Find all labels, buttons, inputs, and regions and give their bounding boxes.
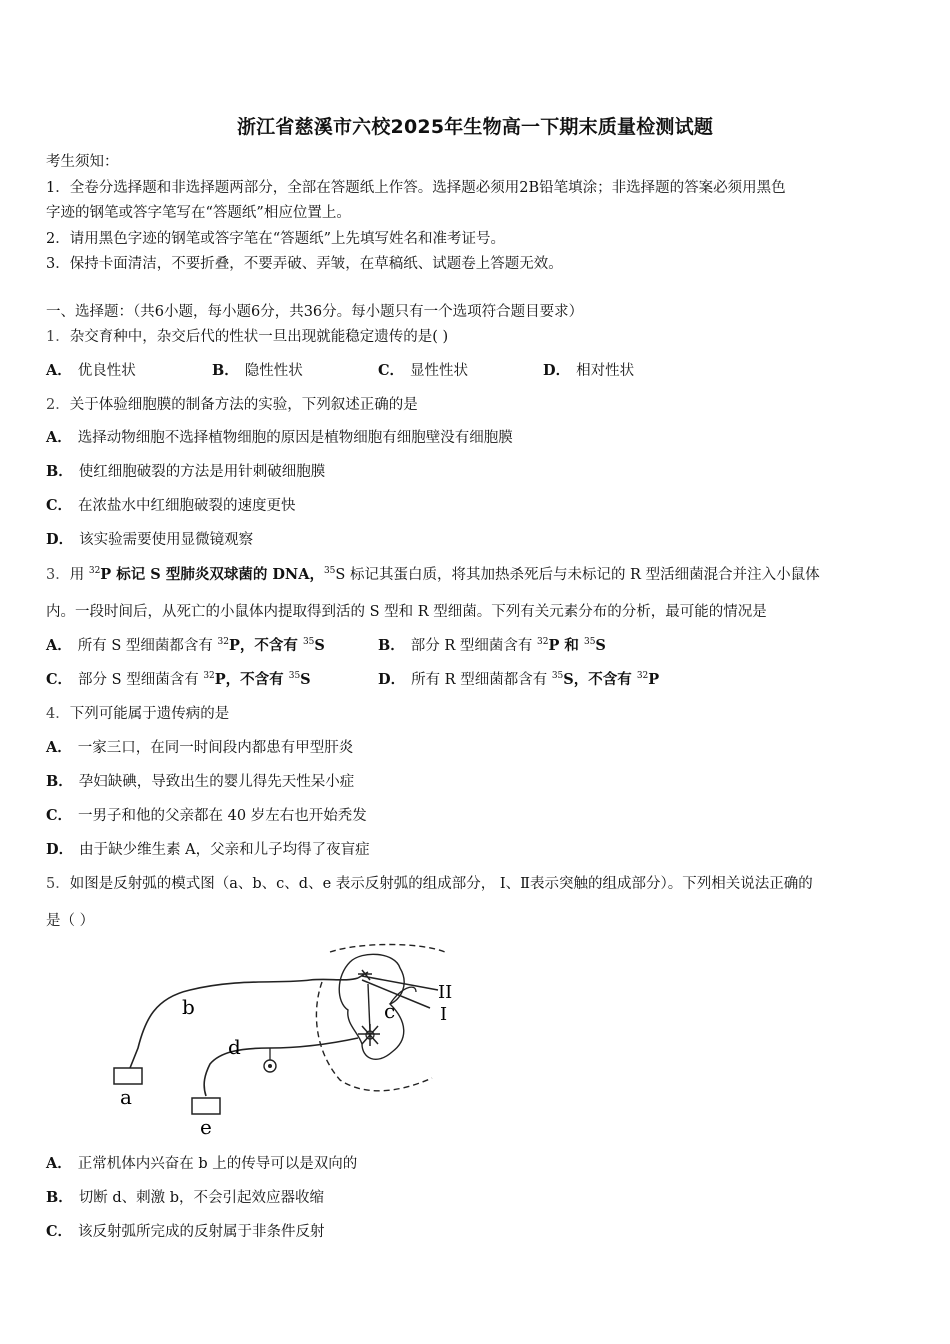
notice-item-1a: 1．全卷分选择题和非选择题两部分，全部在答题纸上作答。选择题必须用2B铅笔填涂；非选择题的答案必须用黑色: [46, 180, 786, 196]
option-label: A．: [46, 362, 72, 379]
stem-part: P 标记 S 型肺炎双球菌的 DNA，: [100, 566, 324, 583]
option-text: 部分 S 型细菌含有: [78, 672, 204, 688]
synapse-line-II: [362, 976, 438, 990]
question-stem: 关于体验细胞膜的制备方法的实验，下列叙述正确的是: [69, 397, 418, 413]
option-text: 在浓盐水中红细胞破裂的速度更快: [78, 498, 296, 514]
question-number: 3．: [46, 567, 70, 583]
option-label: B．: [212, 362, 239, 379]
label-a: a: [120, 1085, 132, 1109]
question-4: [46, 704, 229, 724]
option-text: 所有 S 型细菌都含有: [77, 638, 218, 654]
stem-part: 用: [69, 567, 89, 583]
superscript: 32: [537, 637, 549, 647]
option-text: 选择动物细胞不选择植物细胞的原因是植物细胞有细胞壁没有细胞膜: [77, 430, 513, 446]
option-label: D．: [46, 531, 74, 548]
option-label: D．: [543, 362, 571, 379]
interneuron-cell-top: [358, 970, 372, 980]
label-d: d: [228, 1035, 241, 1059]
option-text: P 和: [548, 637, 584, 654]
q3-option-b[interactable]: [378, 636, 606, 656]
superscript: 32: [88, 566, 101, 576]
question-number: 5．: [46, 876, 70, 892]
q3-option-a[interactable]: [46, 636, 325, 656]
question-number: 4．: [46, 706, 70, 722]
question-stem: 杂交育种中，杂交后代的性状一旦出现就能稳定遗传的是( ): [69, 329, 449, 345]
q4-option-b[interactable]: [46, 772, 354, 792]
q1-option-a[interactable]: [46, 361, 136, 381]
q4-option-c[interactable]: [46, 806, 367, 826]
option-label: B．: [46, 463, 73, 480]
question-3-line-1: [46, 565, 820, 585]
option-text: 一家三口，在同一时间段内都患有甲型肝炎: [77, 740, 354, 756]
notice-item-1b: 字迹的钢笔或答字笔写在“答题纸”相应位置上。: [46, 205, 351, 221]
label-c: c: [384, 999, 396, 1023]
receptor-box-a: [114, 1068, 142, 1084]
question-number: 1．: [46, 329, 70, 345]
label-b: b: [182, 995, 195, 1019]
option-text: P: [648, 671, 660, 688]
option-label: D．: [378, 671, 406, 688]
q4-option-a[interactable]: [46, 738, 353, 758]
label-I: I: [440, 1004, 448, 1025]
option-label: B．: [46, 773, 73, 790]
question-stem: 如图是反射弧的模式图（a、b、c、d、e 表示反射弧的组成部分， Ⅰ、Ⅱ表示突触的组成部分）。下列相关说法正确的: [69, 876, 813, 892]
q4-option-d[interactable]: [46, 840, 370, 860]
electrode-dot: [268, 1064, 272, 1068]
superscript: 32: [636, 671, 649, 681]
superscript: 35: [288, 671, 301, 681]
option-text: S: [300, 671, 311, 688]
superscript: 35: [302, 637, 315, 647]
label-e: e: [200, 1115, 212, 1139]
q3-option-c[interactable]: [46, 670, 311, 690]
stem-part: S 标记其蛋白质，将其加热杀死后与未标记的 R 型活细菌混合并注入小鼠体: [335, 567, 820, 583]
option-label: D．: [46, 841, 74, 858]
option-text: 一男子和他的父亲都在 40 岁左右也开始秃发: [78, 808, 367, 824]
spinal-cord-outline-top: [330, 945, 445, 953]
option-text: 该实验需要使用显微镜观察: [79, 532, 254, 548]
q2-option-a[interactable]: [46, 428, 513, 448]
q5-option-a[interactable]: [46, 1154, 357, 1174]
q2-option-c[interactable]: [46, 496, 296, 516]
option-label: B．: [46, 1189, 73, 1206]
option-text: S: [595, 637, 606, 654]
option-label: A．: [46, 1155, 72, 1172]
option-text: 隐性性状: [244, 363, 303, 379]
q2-option-d[interactable]: [46, 530, 253, 550]
superscript: 32: [203, 671, 215, 681]
option-text: 使红细胞破裂的方法是用针刺破细胞膜: [78, 464, 326, 480]
synapse-line-I: [362, 980, 430, 1008]
section-heading: 一、选择题：（共6小题，每小题6分，共36分。每小题只有一个选项符合题目要求）: [46, 304, 584, 320]
option-label: A．: [46, 429, 72, 446]
notice-heading: 考生须知：: [46, 154, 119, 170]
option-text: P，不含有: [228, 637, 303, 654]
reflex-arc-diagram: [100, 940, 480, 1140]
option-label: C．: [46, 671, 73, 688]
option-text: 孕妇缺碘，导致出生的婴儿得先天性呆小症: [78, 774, 355, 790]
superscript: 35: [551, 671, 564, 681]
option-text: 部分 R 型细菌含有: [410, 638, 538, 654]
option-text: 该反射弧所完成的反射属于非条件反射: [78, 1224, 325, 1240]
question-3-line-2: 内。一段时间后，从死亡的小鼠体内提取得到活的 S 型和 R 型细菌。下列有关元素分布的分析，最可能的情况是: [46, 604, 767, 620]
option-text: 相对性状: [576, 363, 635, 379]
option-text: 所有 R 型细菌都含有: [411, 672, 552, 688]
option-label: C．: [46, 807, 73, 824]
superscript: 32: [217, 637, 229, 647]
option-text: 显性性状: [410, 363, 469, 379]
option-text: S: [314, 637, 325, 654]
option-text: S，不含有: [563, 671, 637, 688]
q5-option-b[interactable]: [46, 1188, 324, 1208]
question-5-line-1: [46, 874, 813, 894]
option-text: P，不含有: [214, 671, 289, 688]
q1-option-b[interactable]: [212, 361, 303, 381]
option-label: B．: [378, 637, 405, 654]
question-1: [46, 327, 448, 347]
option-text: 优良性状: [77, 363, 136, 379]
option-label: A．: [46, 637, 72, 654]
option-text: 切断 d、刺激 b，不会引起效应器收缩: [78, 1190, 325, 1206]
label-II: II: [438, 982, 453, 1003]
question-5-line-2: 是（ ）: [46, 913, 95, 929]
q1-option-c[interactable]: [378, 361, 468, 381]
effector-box-e: [192, 1098, 220, 1114]
notice-item-2: 2．请用黑色字迹的钢笔或答字笔在“答题纸”上先填写姓名和准考证号。: [46, 231, 506, 247]
question-2: [46, 395, 418, 415]
q1-option-d[interactable]: [543, 361, 634, 381]
notice-item-3: 3．保持卡面清洁，不要折叠，不要弄破、弄皱，在草稿纸、试题卷上答题无效。: [46, 256, 563, 272]
option-text: 正常机体内兴奋在 b 上的传导可以是双向的: [77, 1156, 358, 1172]
option-label: C．: [378, 362, 405, 379]
option-label: A．: [46, 739, 72, 756]
q2-option-b[interactable]: [46, 462, 325, 482]
page-title: 浙江省慈溪市六校2025年生物高一下期末质量检测试题: [236, 116, 714, 138]
superscript: 35: [323, 566, 336, 576]
option-text: 由于缺少维生素 A，父亲和儿子均得了夜盲症: [79, 842, 370, 858]
q5-option-c[interactable]: [46, 1222, 325, 1242]
question-number: 2．: [46, 397, 70, 413]
option-label: C．: [46, 1223, 73, 1240]
q3-option-d[interactable]: [378, 670, 659, 690]
question-stem: 下列可能属于遗传病的是: [69, 706, 230, 722]
superscript: 35: [583, 637, 596, 647]
option-label: C．: [46, 497, 73, 514]
